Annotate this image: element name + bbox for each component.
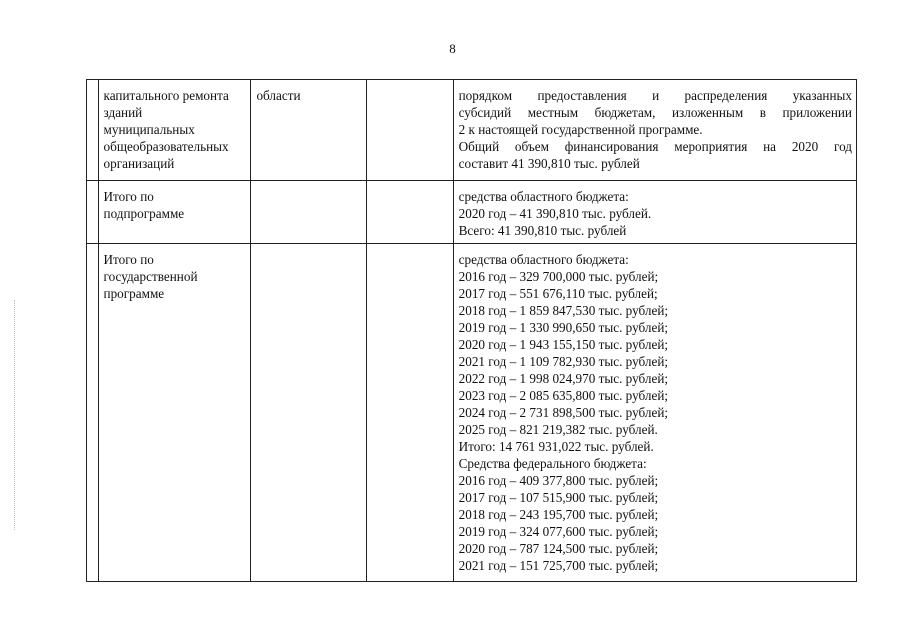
page-number: 8 [449, 41, 456, 56]
cell-description [453, 244, 856, 582]
description-line: 2 к настоящей государственной программе. [458, 122, 703, 137]
cell-number [87, 244, 99, 582]
funding-line: средства областного бюджета: [458, 189, 629, 204]
funding-line: 2021 год – 1 109 782,930 тыс. рублей; [458, 354, 669, 369]
funding-line: 2016 год – 409 377,800 тыс. рублей; [458, 473, 659, 488]
program-table [86, 79, 857, 582]
cell-description [453, 181, 856, 244]
funding-line: 2018 год – 243 195,700 тыс. рублей; [458, 507, 659, 522]
cell-executor [251, 181, 366, 244]
cell-period [366, 80, 453, 181]
cell-number [87, 80, 99, 181]
cell-executor [251, 80, 366, 181]
funding-line: Всего: 41 390,810 тыс. рублей [458, 223, 627, 238]
funding-line: 2023 год – 2 085 635,800 тыс. рублей; [458, 388, 669, 403]
measure-name-line: государственной [103, 269, 198, 284]
scan-margin-mark [14, 300, 15, 530]
measure-name-line: Итого по [103, 252, 154, 267]
measure-name-line: муниципальных [103, 122, 195, 137]
cell-measure-name [98, 181, 251, 244]
measure-name-line: подпрограмме [103, 206, 185, 221]
cell-measure-name [98, 244, 251, 582]
cell-number [87, 181, 99, 244]
funding-line: 2020 год – 1 943 155,150 тыс. рублей; [458, 337, 669, 352]
measure-name-line: зданий [103, 105, 143, 120]
measure-name-line: капитального ремонта [103, 88, 229, 103]
description-line: порядком предоставления и распределения указанных [458, 88, 852, 103]
measure-name-line: организаций [103, 156, 175, 171]
funding-line: 2018 год – 1 859 847,530 тыс. рублей; [458, 303, 669, 318]
funding-line: средства областного бюджета: [458, 252, 629, 267]
cell-period [366, 244, 453, 582]
funding-line: 2019 год – 324 077,600 тыс. рублей; [458, 524, 659, 539]
cell-period [366, 181, 453, 244]
cell-measure-name [98, 80, 251, 181]
funding-line: 2016 год – 329 700,000 тыс. рублей; [458, 269, 659, 284]
table-row-capital-repair [87, 80, 857, 181]
funding-line: 2017 год – 551 676,110 тыс. рублей; [458, 286, 658, 301]
cell-executor [251, 244, 366, 582]
funding-line: 2025 год – 821 219,382 тыс. рублей. [458, 422, 658, 437]
funding-line: 2021 год – 151 725,700 тыс. рублей; [458, 558, 659, 573]
measure-name-line: общеобразовательных [103, 139, 229, 154]
executor-text: области [256, 88, 301, 103]
measure-name-line: Итого по [103, 189, 154, 204]
description-line: субсидий местным бюджетам, изложенным в приложении [458, 105, 852, 120]
funding-line: Итого: 14 761 931,022 тыс. рублей. [458, 439, 654, 454]
funding-line: 2019 год – 1 330 990,650 тыс. рублей; [458, 320, 669, 335]
funding-line: 2017 год – 107 515,900 тыс. рублей; [458, 490, 659, 505]
funding-line: 2020 год – 41 390,810 тыс. рублей. [458, 206, 652, 221]
table-row-subprogram-total [87, 181, 857, 244]
funding-line: Средства федерального бюджета: [458, 456, 647, 471]
description-line: составит 41 390,810 тыс. рублей [458, 156, 640, 171]
funding-line: 2022 год – 1 998 024,970 тыс. рублей; [458, 371, 669, 386]
funding-line: 2024 год – 2 731 898,500 тыс. рублей; [458, 405, 669, 420]
funding-line: 2020 год – 787 124,500 тыс. рублей; [458, 541, 659, 556]
cell-description [453, 80, 856, 181]
table-row-program-total [87, 244, 857, 582]
description-line: Общий объем финансирования мероприятия на 2020 год [458, 139, 852, 154]
measure-name-line: программе [103, 286, 165, 301]
